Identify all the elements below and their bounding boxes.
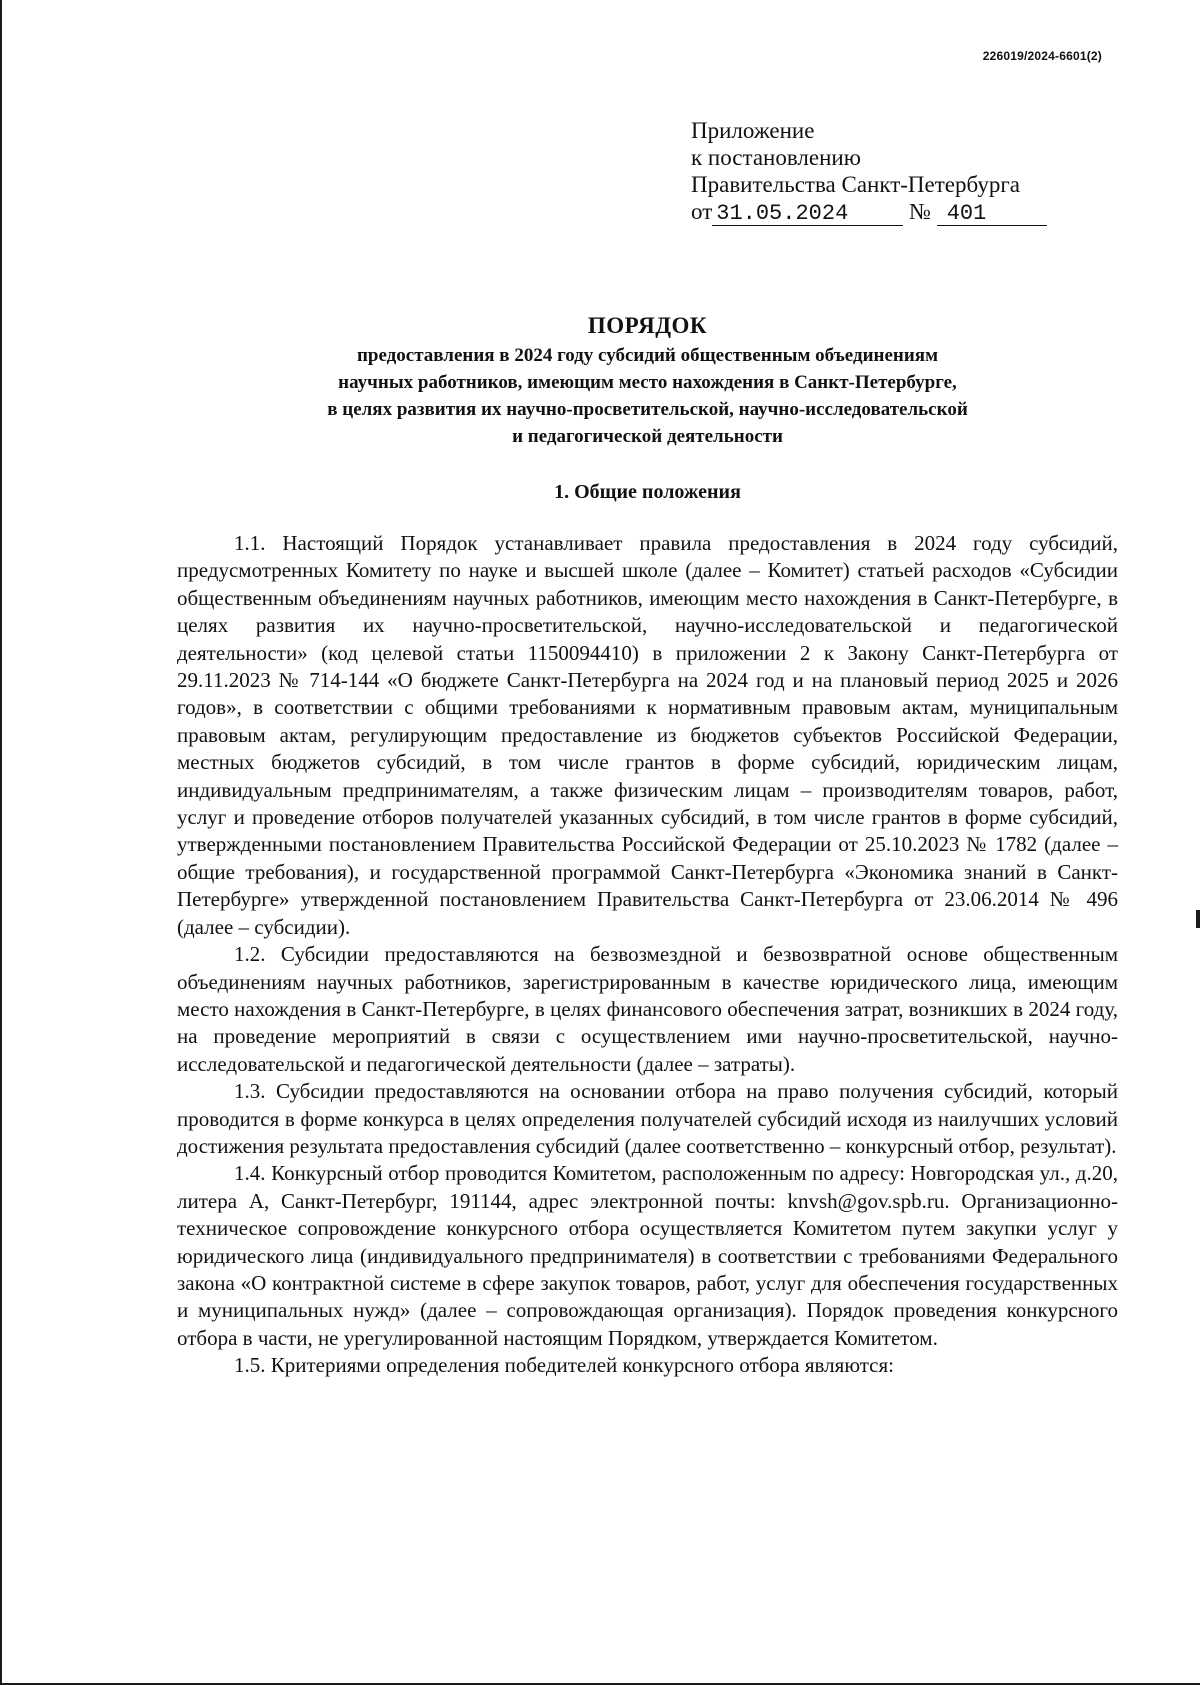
subtitle-line-1: предоставления в 2024 году субсидий общественным объединениям: [356, 345, 939, 366]
document-title: ПОРЯДОК: [587, 313, 708, 338]
scan-left-edge: [0, 0, 2, 1685]
number-prefix: №: [909, 199, 931, 224]
document-id: 226019/2024-6601(2): [982, 49, 1102, 63]
paragraph-1-5: 1.5. Критериями определения победителей конкурсного отбора являются:: [234, 1353, 894, 1378]
paragraph-1-1: 1.1. Настоящий Порядок устанавливает правила предоставления в 2024 году субсидий, предусмотренных Комитету по науке и высшей школе (далее – Комитет) статьей расходов «Субсидии общественным объединениям научных работников, имеющим место нахождения в Санкт-Петербурге, в целях развития их научно-просветительской, научно-исследовательской и педагогической деятельности» (код целевой статьи 1150094410) в приложении 2 к Закону Санкт-Петербурга от 29.11.2023 № 714-144 «О бюджете Санкт-Петербурга на 2024 год и на плановый период 2025 и 2026 годов», в соответствии с общими требованиями к нормативным правовым актам, муниципальным правовым актам, регулирующим предоставление из бюджетов субъектов Российской Федерации, местных бюджетов субсидий, в том числе грантов в форме субсидий, юридическим лицам, индивидуальным предпринимателям, а также физическим лицам – производителям товаров, работ, услуг и проведение отборов получателей указанных субсидий, в том числе грантов в форме субсидий, утвержденными постановлением Правительства Российской Федерации от 25.10.2023 № 1782 (далее – общие требования), и государственной программой Санкт-Петербурга «Экономика знаний в Санкт-Петербурге» утвержденной постановлением Правительства Санкт-Петербурга от 23.06.2014 № 496 (далее – субсидии).: [177, 531, 1118, 939]
resolution-number: 401: [937, 203, 1047, 226]
resolution-date: 31.05.2024: [712, 203, 903, 226]
section-heading: 1. Общие положения: [554, 481, 741, 503]
paragraph-1-2: 1.2. Субсидии предоставляются на безвозмездной и безвозвратной основе общественным объединениям научных работников, зарегистрированным в качестве юридического лица, имеющим место нахождения в Санкт-Петербурге, в целях финансового обеспечения затрат, возникших в 2024 году, на проведение мероприятий в связи с осуществлением ими научно-просветительской, научно-исследовательской и педагогической деятельности (далее – затраты).: [177, 942, 1118, 1076]
body-text: [177, 530, 1118, 1380]
scan-right-mark: [1196, 910, 1200, 928]
appendix-block: [691, 117, 1047, 226]
subtitle-line-4: и педагогической деятельности: [512, 426, 783, 447]
appendix-line-1: Приложение: [691, 118, 815, 143]
subtitle-line-2: научных работников, имеющим место нахождения в Санкт-Петербурге,: [338, 372, 957, 393]
date-prefix: от: [691, 199, 713, 224]
appendix-line-3: Правительства Санкт-Петербурга: [691, 172, 1020, 197]
paragraph-1-4: 1.4. Конкурсный отбор проводится Комитетом, расположенным по адресу: Новгородская ул., д.20, литера А, Санкт-Петербург, 191144, адрес электронной почты: knvsh@gov.spb.ru. Организационно-техническое сопровождение конкурсного отбора осуществляется Комитетом путем закупки услуг у юридического лица (индивидуального предпринимателя) в соответствии с требованиями Федерального закона «О контрактной системе в сфере закупок товаров, работ, услуг для обеспечения государственных и муниципальных нужд» (далее – сопровождающая организация). Порядок проведения конкурсного отбора в части, не урегулированной настоящим Порядком, утверждается Комитетом.: [177, 1161, 1118, 1350]
appendix-date-line: [691, 198, 1047, 226]
document-subtitle: [175, 342, 1120, 450]
appendix-line-2: к постановлению: [691, 145, 861, 170]
subtitle-line-3: в целях развития их научно-просветительской, научно-исследовательской: [327, 399, 968, 420]
title-block: [175, 310, 1120, 450]
paragraph-1-3: 1.3. Субсидии предоставляются на основании отбора на право получения субсидий, который проводится в форме конкурса в целях определения получателей субсидий исходя из наилучших условий достижения результата предоставления субсидий (далее соответственно – конкурсный отбор, результат).: [177, 1079, 1118, 1158]
